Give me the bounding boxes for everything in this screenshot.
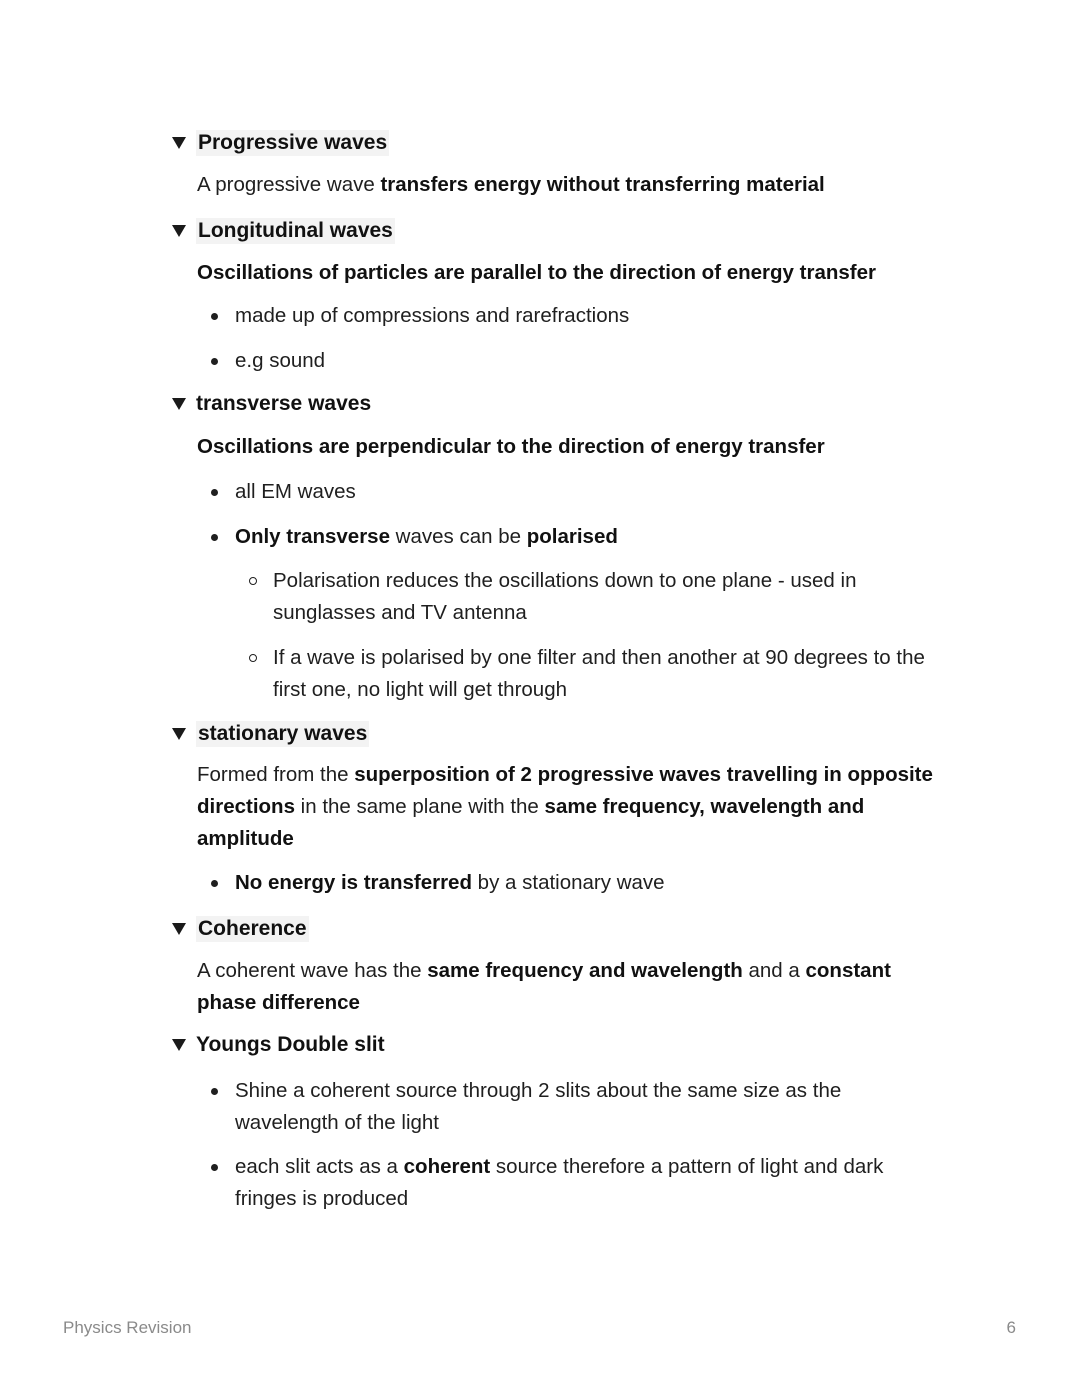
footer-page-number: 6 bbox=[1006, 1318, 1016, 1337]
toggle-triangle-icon[interactable] bbox=[172, 225, 186, 237]
toggle-progressive-waves[interactable] bbox=[172, 130, 389, 156]
paragraph: Formed from the superposition of 2 progressive waves travelling in opposite directions in the same plane with the same frequency, wavelength and amplitude bbox=[197, 763, 933, 850]
list-item: Only transverse waves can be polarised bbox=[210, 521, 955, 553]
paragraph: A progressive wave transfers energy without transferring material bbox=[197, 173, 825, 196]
list-item: No energy is transferred by a stationary wave bbox=[210, 867, 955, 899]
toggle-triangle-icon[interactable] bbox=[172, 923, 186, 935]
toggle-stationary-waves[interactable] bbox=[172, 721, 369, 747]
toggle-youngs-double-slit[interactable] bbox=[172, 1033, 385, 1057]
list-item: all EM waves bbox=[210, 476, 955, 508]
section-heading: stationary waves bbox=[198, 722, 368, 745]
toggle-triangle-icon[interactable] bbox=[172, 728, 186, 740]
sub-list-item: If a wave is polarised by one filter and then another at 90 degrees to the first one, no light will get through bbox=[248, 642, 963, 706]
paragraph: Oscillations of particles are parallel to the direction of energy transfer bbox=[197, 261, 876, 284]
section-heading: Coherence bbox=[198, 917, 307, 940]
paragraph: Oscillations are perpendicular to the direction of energy transfer bbox=[197, 435, 825, 458]
paragraph: A coherent wave has the same frequency and wavelength and a constant phase difference bbox=[197, 959, 891, 1014]
sub-list-item: Polarisation reduces the oscillations down to one plane - used in sunglasses and TV antenna bbox=[248, 565, 963, 629]
toggle-triangle-icon[interactable] bbox=[172, 137, 186, 149]
section-heading: transverse waves bbox=[196, 392, 372, 415]
toggle-triangle-icon[interactable] bbox=[172, 1039, 186, 1051]
list-item: made up of compressions and rarefractions bbox=[210, 300, 955, 332]
toggle-longitudinal-waves[interactable] bbox=[172, 218, 395, 244]
toggle-coherence[interactable] bbox=[172, 916, 309, 942]
footer-document-title: Physics Revision bbox=[63, 1318, 192, 1337]
list-item: e.g sound bbox=[210, 345, 955, 377]
list-item: Shine a coherent source through 2 slits about the same size as the wavelength of the light bbox=[210, 1075, 895, 1139]
section-heading: Progressive waves bbox=[198, 131, 388, 154]
section-heading: Youngs Double slit bbox=[196, 1033, 385, 1056]
toggle-triangle-icon[interactable] bbox=[172, 398, 186, 410]
list-item: each slit acts as a coherent source therefore a pattern of light and dark fringes is produced bbox=[210, 1151, 925, 1215]
toggle-transverse-waves[interactable] bbox=[172, 392, 371, 416]
section-heading: Longitudinal waves bbox=[198, 219, 393, 242]
